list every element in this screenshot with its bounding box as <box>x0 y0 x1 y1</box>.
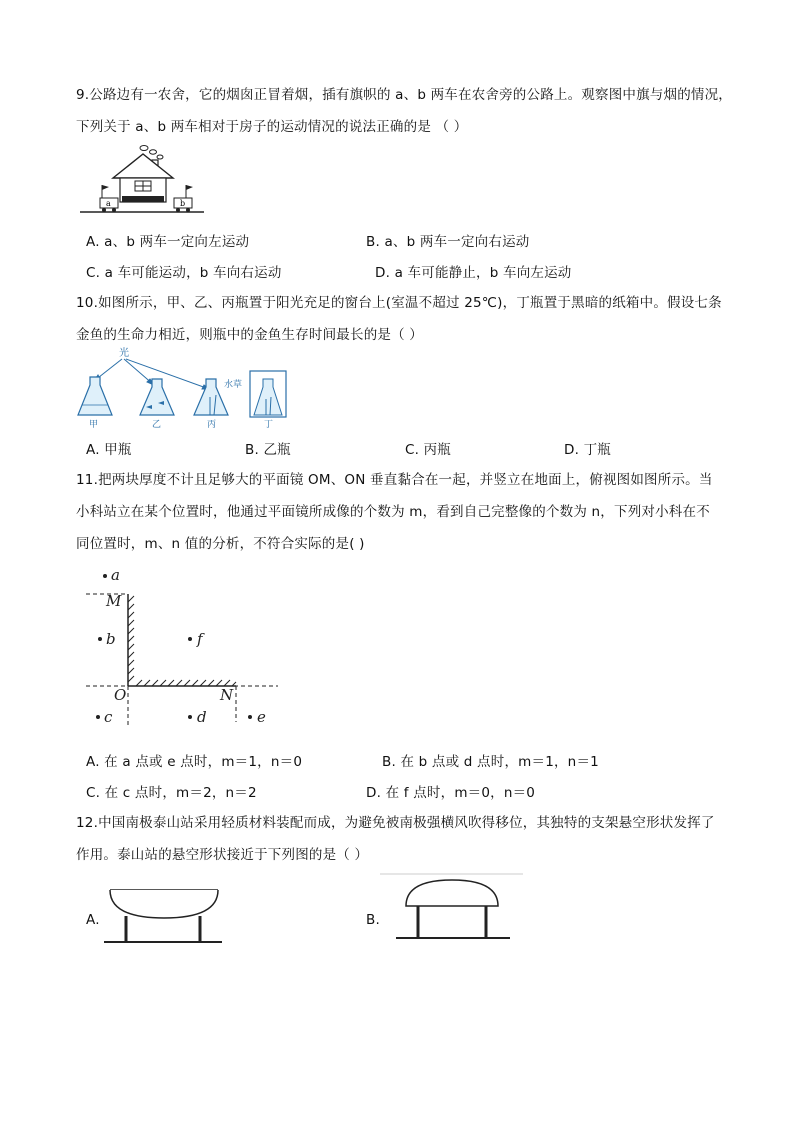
bottle-ding <box>250 371 286 430</box>
bottle-yi <box>140 379 174 430</box>
q10-option-c[interactable]: C. 丙瓶 <box>405 442 452 458</box>
svg-text:水草: 水草 <box>224 380 243 390</box>
svg-text:M: M <box>106 592 122 610</box>
q11-stem-line1: 11.把两块厚度不计且足够大的平面镜 OM、ON 垂直黏合在一起，并竖立在地面上，俯视图如图所示。当 <box>76 472 713 488</box>
svg-text:乙: 乙 <box>152 420 162 430</box>
q12-stem-line1: 12.中国南极泰山站采用轻质材料装配而成，为避免被南极强横风吹得移位，其独特的支架悬空形状发挥了 <box>76 815 715 831</box>
farmhouse-figure <box>78 142 208 217</box>
q12-option-b[interactable]: B. <box>366 912 380 928</box>
svg-text:甲: 甲 <box>89 420 99 430</box>
q11-stem-line2: 小科站立在某个位置时，他通过平面镜所成像的个数为 m，看到自己完整像的个数为 n，下列对小科在不 <box>76 504 710 520</box>
q10-option-b[interactable]: B. 乙瓶 <box>245 442 291 458</box>
svg-text:丙: 丙 <box>207 420 217 430</box>
q10-option-d[interactable]: D. 丁瓶 <box>564 442 611 458</box>
svg-text:e: e <box>257 708 266 726</box>
svg-text:f: f <box>197 630 203 648</box>
svg-text:b: b <box>106 630 116 648</box>
svg-text:N: N <box>220 686 234 704</box>
q10-stem-line2: 金鱼的生命力相近，则瓶中的金鱼生存时间最长的是（ ） <box>76 327 423 343</box>
mirror-figure <box>86 562 286 732</box>
svg-text:a: a <box>106 199 111 208</box>
q10-option-a[interactable]: A. 甲瓶 <box>86 442 132 458</box>
q9-option-d[interactable]: D. a 车可能静止，b 车向左运动 <box>375 265 572 281</box>
car-b <box>174 185 193 212</box>
q9-stem-line1: 9.公路边有一农舍，它的烟囱正冒着烟，插有旗帜的 a、b 两车在农舍旁的公路上。观察图中旗与烟的情况， <box>76 87 733 103</box>
q11-option-d[interactable]: D. 在 f 点时，m＝0，n＝0 <box>366 785 536 801</box>
q12-option-a[interactable]: A. <box>86 912 100 928</box>
q12-stem-line2: 作用。泰山站的悬空形状接近于下列图的是（ ） <box>76 847 369 863</box>
q9-stem-line2: 下列关于 a、b 两车相对于房子的运动情况的说法正确的是 （ ） <box>76 119 468 135</box>
car-a <box>100 185 118 212</box>
svg-text:光: 光 <box>119 348 129 359</box>
q11-option-a[interactable]: A. 在 a 点或 e 点时，m＝1，n＝0 <box>86 754 303 770</box>
q11-stem-line3: 同位置时，m、n 值的分析，不符合实际的是( ) <box>76 536 365 552</box>
svg-text:丁: 丁 <box>264 420 274 430</box>
q9-option-a[interactable]: A. a、b 两车一定向左运动 <box>86 234 250 250</box>
fish-bottles-figure <box>74 345 294 430</box>
bottle-jia <box>78 377 112 430</box>
station-shape-b <box>380 872 525 942</box>
q9-option-c[interactable]: C. a 车可能运动，b 车向右运动 <box>86 265 282 281</box>
svg-text:O: O <box>114 686 127 704</box>
q11-option-b[interactable]: B. 在 b 点或 d 点时，m＝1，n＝1 <box>382 754 599 770</box>
svg-text:a: a <box>111 566 120 584</box>
q9-option-b[interactable]: B. a、b 两车一定向右运动 <box>366 234 530 250</box>
svg-text:d: d <box>197 708 207 726</box>
svg-text:b: b <box>180 199 186 208</box>
station-shape-a <box>100 884 225 946</box>
svg-text:c: c <box>104 708 113 726</box>
q10-stem-line1: 10.如图所示，甲、乙、丙瓶置于阳光充足的窗台上(室温不超过 25℃)，丁瓶置于黑暗的纸箱中。假设七条 <box>76 295 722 311</box>
q11-option-c[interactable]: C. 在 c 点时，m＝2，n＝2 <box>86 785 257 801</box>
bottle-bing <box>194 379 228 430</box>
